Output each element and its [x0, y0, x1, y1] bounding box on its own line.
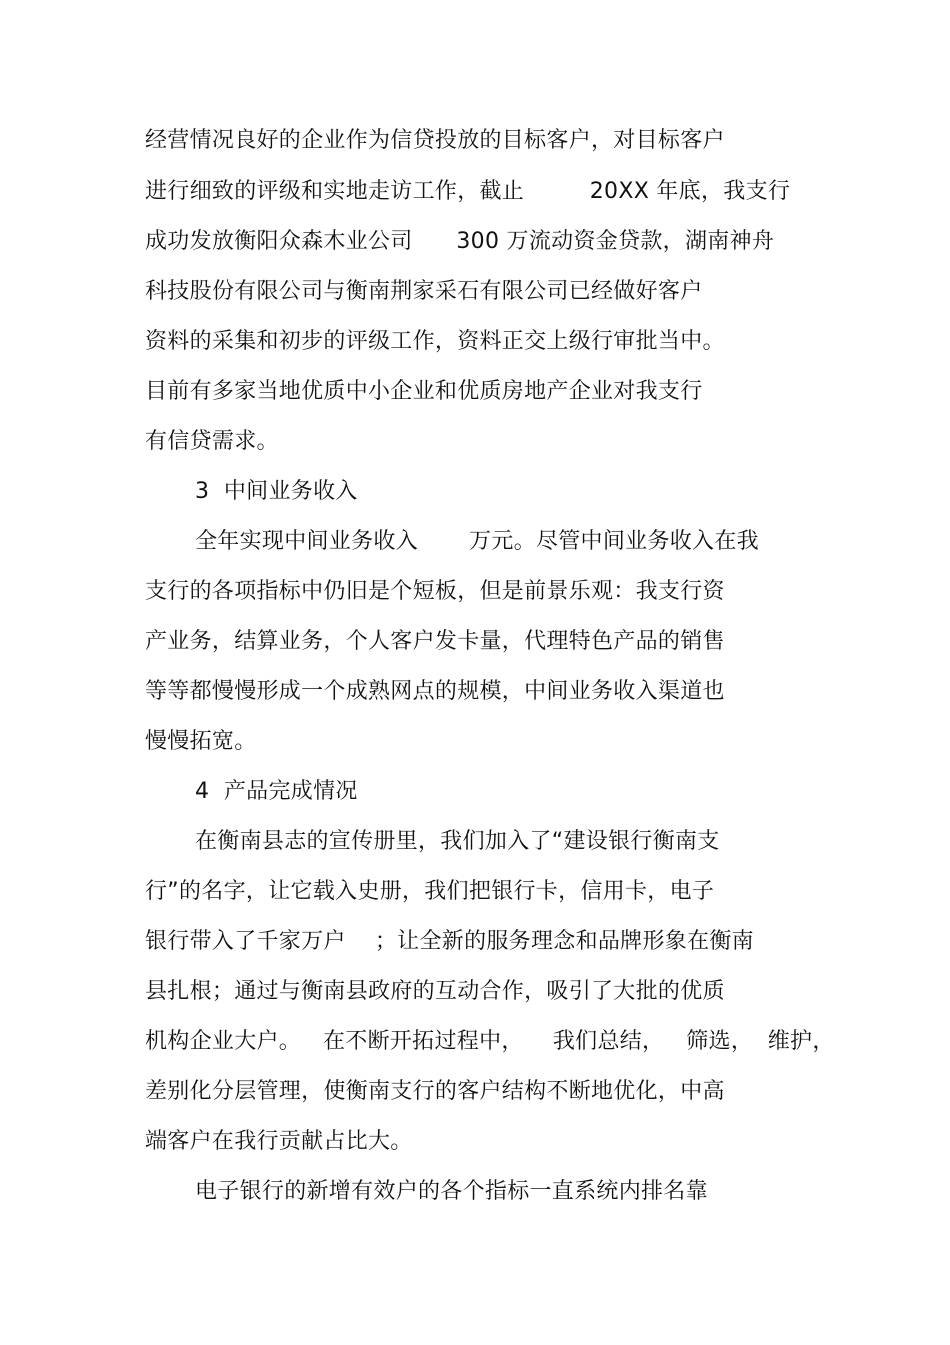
- text-line: 县扎根；通过与衡南县政府的互动合作，吸引了大批的优质: [145, 979, 725, 1004]
- text-line: 慢慢拓宽。: [145, 729, 257, 754]
- text-line: 端客户在我行贡献占比大。: [145, 1129, 413, 1154]
- text-line: 目前有多家当地优质中小企业和优质房地产企业对我支行: [145, 379, 703, 404]
- section-heading: 3 中间业务收入: [195, 479, 358, 504]
- section-heading: 4 产品完成情况: [195, 779, 358, 804]
- text-line: 等等都慢慢形成一个成熟网点的规模，中间业务收入渠道也: [145, 679, 725, 704]
- text-line: 科技股份有限公司与衡南荆家采石有限公司已经做好客户: [145, 279, 703, 304]
- text-line: 经营情况良好的企业作为信贷投放的目标客户，对目标客户: [145, 128, 725, 153]
- text-line: 全年实现中间业务收入 万元。尽管中间业务收入在我: [195, 529, 759, 554]
- text-line: 支行的各项指标中仍旧是个短板，但是前景乐观：我支行资: [145, 579, 725, 604]
- text-line: 银行带入了千家万户 ；让全新的服务理念和品牌形象在衡南: [145, 929, 754, 954]
- text-line: 产业务，结算业务，个人客户发卡量，代理特色产品的销售: [145, 629, 725, 654]
- text-line: 成功发放衡阳众森木业公司 300 万流动资金贷款，湖南神舟: [145, 229, 775, 254]
- text-line: 差别化分层管理，使衡南支行的客户结构不断地优化，中高: [145, 1079, 725, 1104]
- text-line: 行”的名字，让它载入史册，我们把银行卡，信用卡，电子: [145, 879, 715, 904]
- text-line: 资料的采集和初步的评级工作，资料正交上级行审批当中。: [145, 329, 725, 354]
- text-line: 机构企业大户。 在不断开拓过程中， 我们总结， 筛选， 维护，: [145, 1029, 835, 1054]
- text-line: 在衡南县志的宣传册里，我们加入了“建设银行衡南支: [195, 829, 720, 854]
- text-line: 有信贷需求。: [145, 429, 279, 454]
- text-line: 进行细致的评级和实地走访工作，截止 20XX 年底，我支行: [145, 179, 791, 204]
- text-line: 电子银行的新增有效户的各个指标一直系统内排名靠: [195, 1179, 708, 1204]
